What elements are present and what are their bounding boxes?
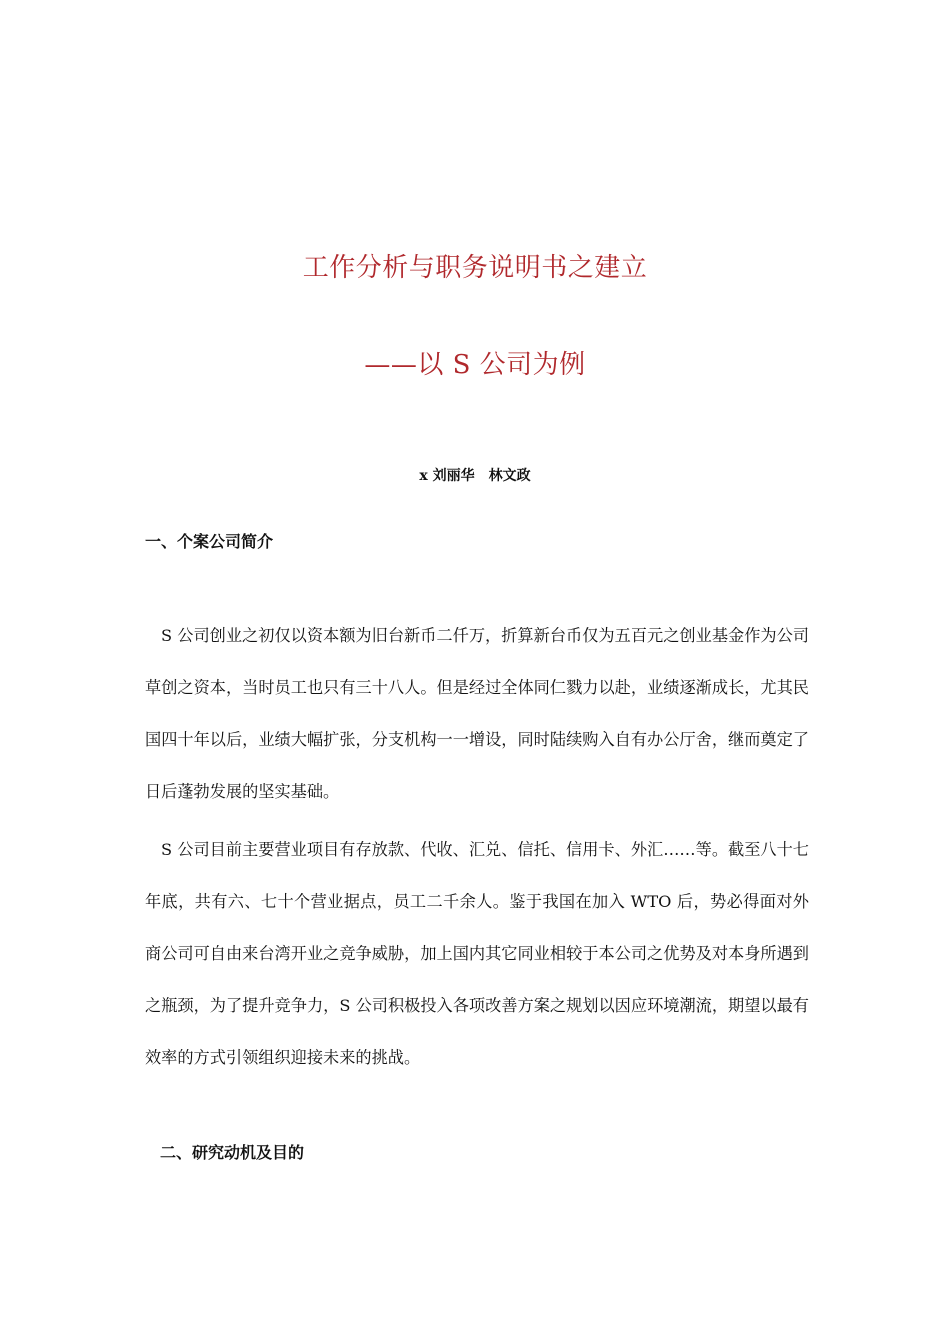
section-heading-2: 二、研究动机及目的	[160, 1143, 305, 1162]
author-second: 林文政	[488, 468, 531, 484]
author-first: x 刘丽华	[419, 468, 475, 484]
paragraph: S 公司目前主要营业项目有存放款、代收、汇兑、信托、信用卡、外汇……等。截至八十七年底，共有六、七十个营业据点，员工二千余人。鉴于我国在加入 WTO 后，势必得面对外商公司可自由来台湾开业之竞争威胁，加上国内其它同业相较于本公司之优势及对本身所遇到之瓶颈，为了提升竞争力，S 公司积极投入各项改善方案之规划以因应环境潮流，期望以最有效率的方式引领组织迎接未来的挑战。	[145, 840, 809, 1067]
section-heading-1: 一、个案公司简介	[145, 532, 274, 551]
author-line	[0, 465, 950, 485]
document-subtitle: ——以 S 公司为例	[364, 350, 586, 380]
paragraph: S 公司创业之初仅以资本额为旧台新币二仟万，折算新台币仅为五百元之创业基金作为公司草创之资本，当时员工也只有三十八人。但是经过全体同仁戮力以赴，业绩逐渐成长，尤其民国四十年以后，业绩大幅扩张，分支机构一一增设，同时陆续购入自有办公厅舍，继而奠定了日后蓬勃发展的坚实基础。	[145, 626, 809, 801]
document-title: 工作分析与职务说明书之建立	[302, 253, 648, 283]
